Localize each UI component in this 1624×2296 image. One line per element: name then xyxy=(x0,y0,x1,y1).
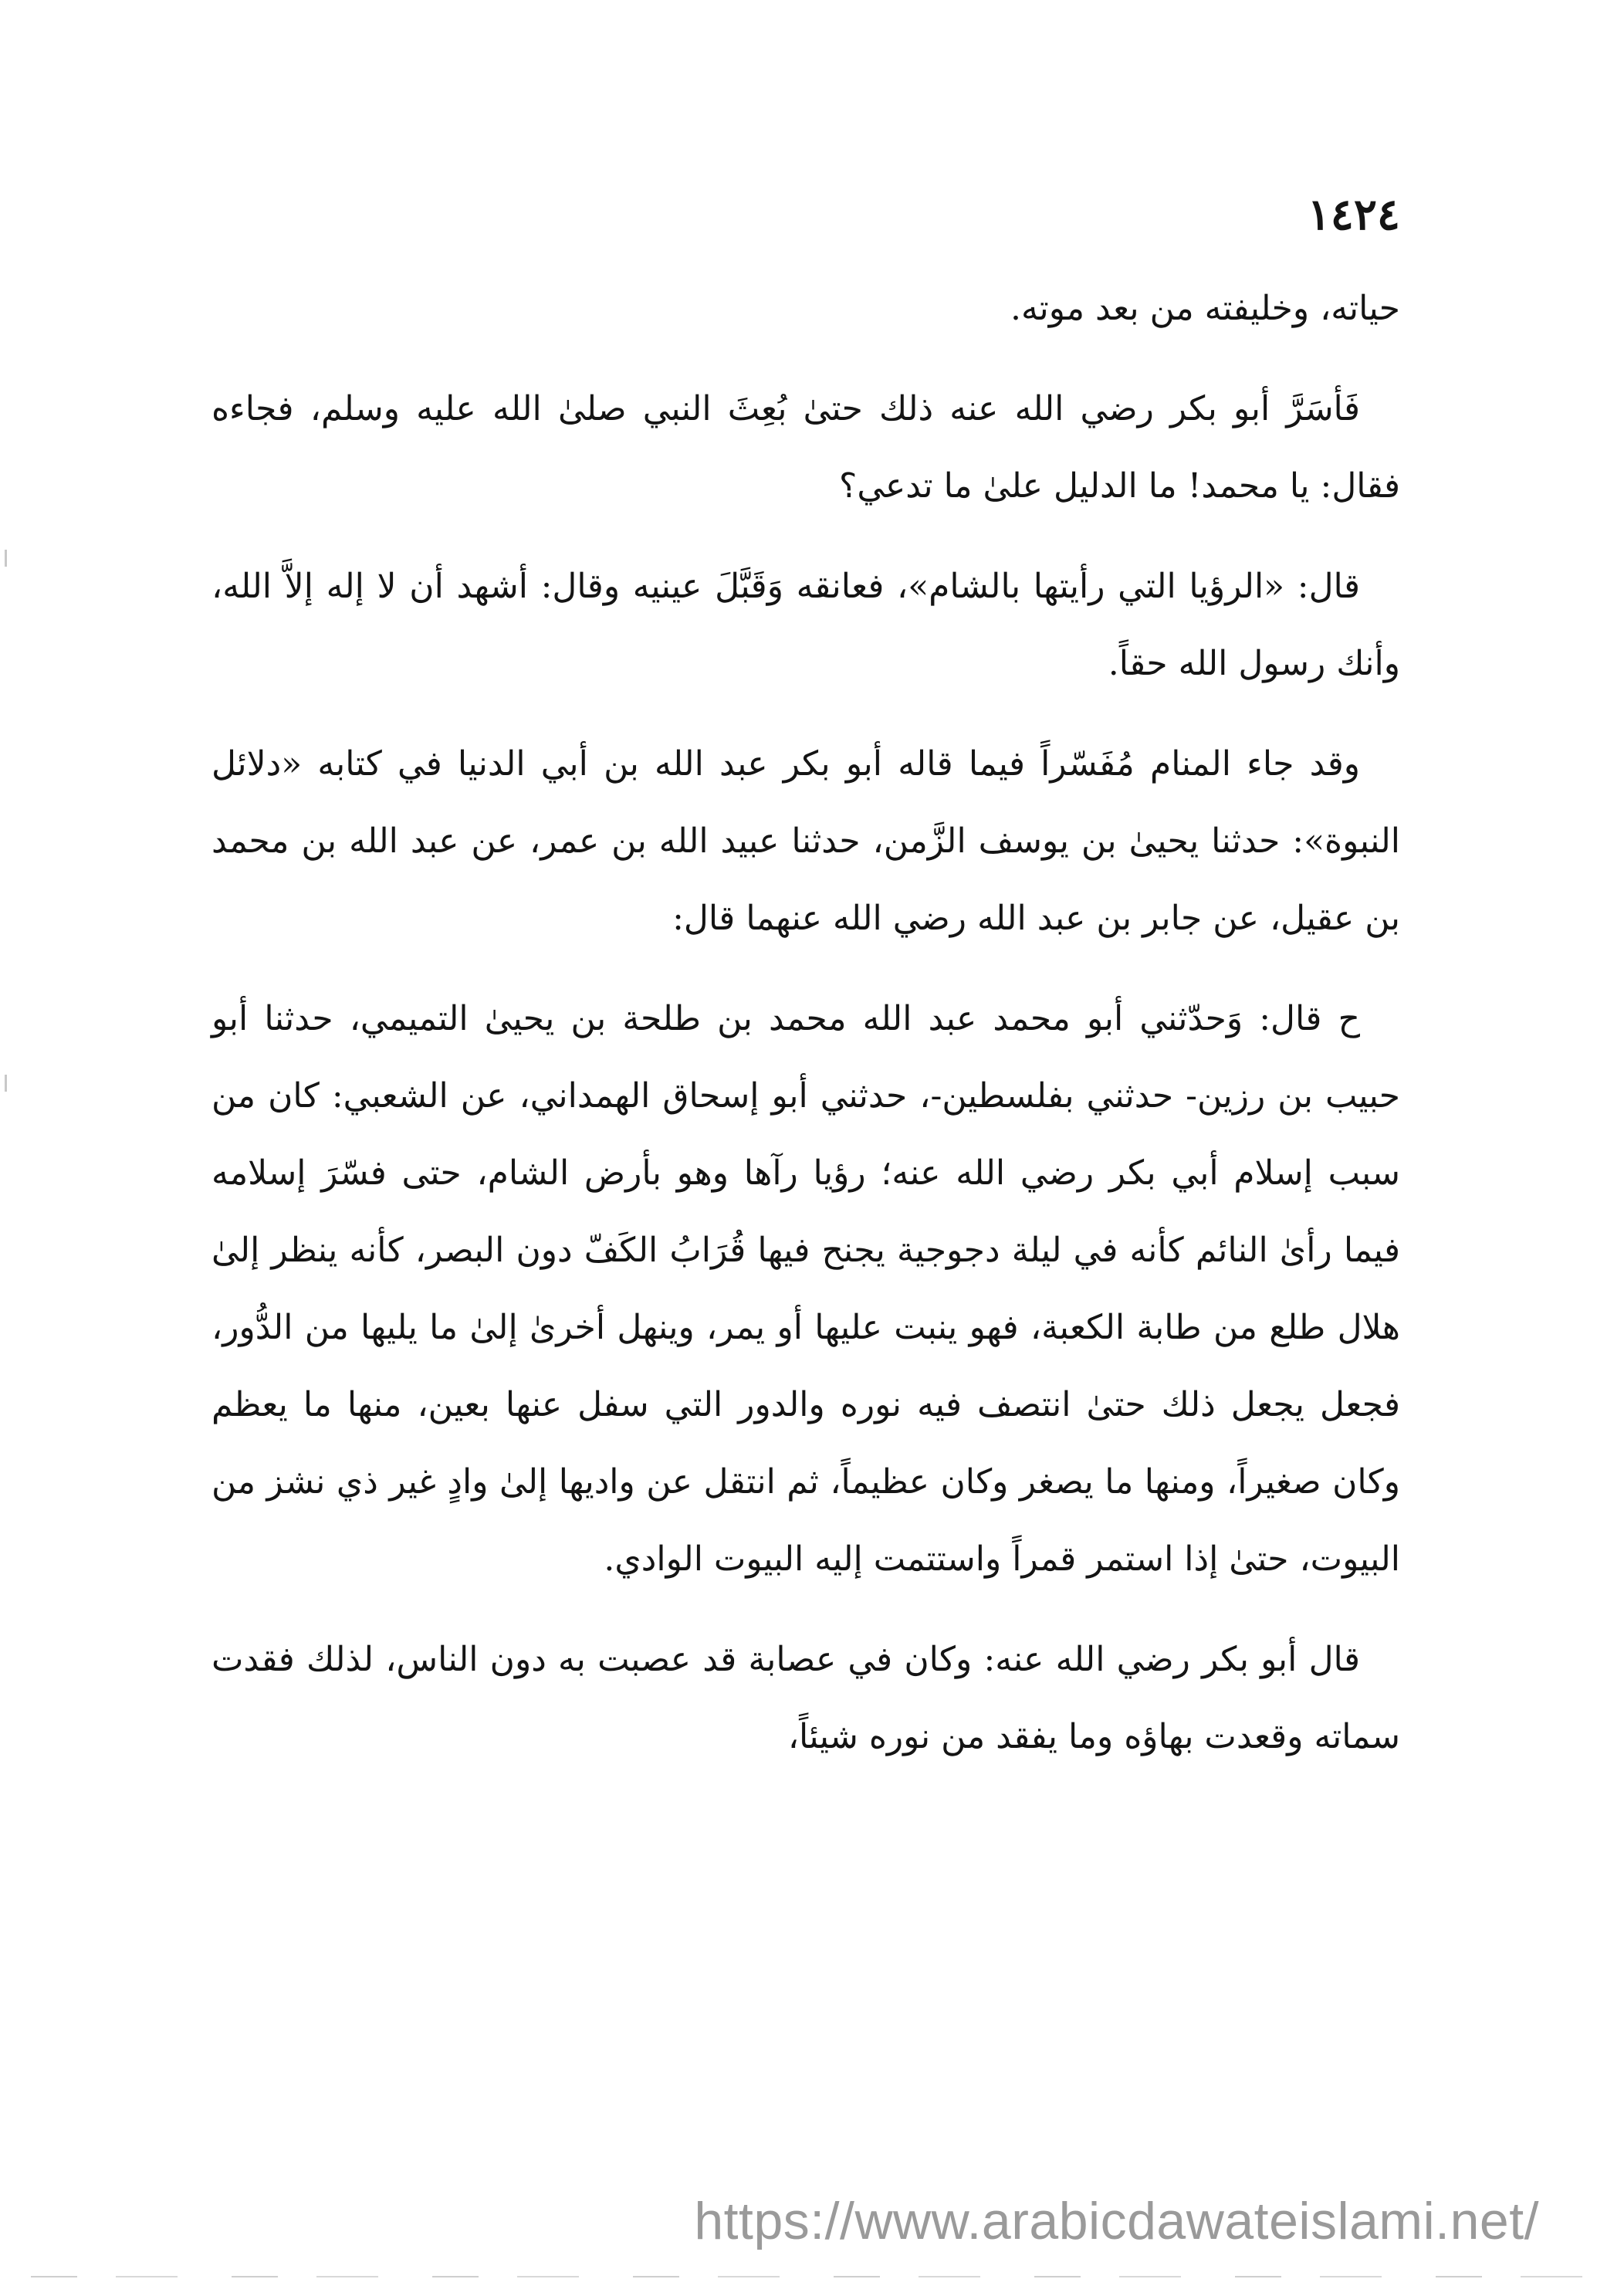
paragraph: حياته، وخليفته من بعد موته. xyxy=(1010,289,1400,328)
paragraph: وقد جاء المنام مُفَسّراً فيما قاله أبو بكر عبد الله بن أبي الدنيا في كتابه «دلائل النبوة»: حدثنا يحيىٰ بن يوسف الزَّمن، حدثنا عبيد الله بن عمر، عن عبد الله بن محمد بن عقيل، عن جابر بن عبد الله رضي الله عنهما قال: xyxy=(211,744,1400,938)
paragraph: قال: «الرؤيا التي رأيتها بالشام»، فعانقه وَقَبَّلَ عينيه وقال: أشهد أن لا إله إلاَّ الله، وأنك رسول الله حقاً. xyxy=(211,567,1400,683)
left-margin-mark xyxy=(5,550,7,567)
body-text xyxy=(211,270,1400,1799)
paragraph: قال أبو بكر رضي الله عنه: وكان في عصابة قد عصبت به دون الناس، لذلك فقدت سماته وقعدت بهاؤه وما يفقد من نوره شيئاً، xyxy=(211,1640,1400,1756)
paragraph: فَأسَرَّ أبو بكر رضي الله عنه ذلك حتىٰ بُعِثَ النبي صلىٰ الله عليه وسلم، فجاءه فقال: يا محمد! ما الدليل علىٰ ما تدعي؟ xyxy=(211,389,1400,506)
watermark-url: https://www.arabicdawateislami.net/ xyxy=(694,2192,1539,2250)
page-number: ١٤٢٤ xyxy=(1307,189,1400,240)
left-margin-mark xyxy=(5,1075,7,1092)
scan-artifact-line xyxy=(31,2276,1593,2277)
paragraph: ح قال: وَحدّثني أبو محمد عبد الله محمد بن طلحة بن يحيىٰ التميمي، حدثنا أبو حبيب بن رزين- حدثني بفلسطين-، حدثني أبو إسحاق الهمداني، عن الشعبي: كان من سبب إسلام أبي بكر رضي الله عنه؛ رؤيا رآها وهو بأرض الشام، حتى فسّرَ إسلامه فيما رأىٰ النائم كأنه في ليلة دجوجية يجنح فيها قُرَابُ الكَفّ دون البصر، كأنه ينظر إلىٰ هلال طلع من طابة الكعبة، فهو ينبت عليها أو يمر، وينهل أخرىٰ إلىٰ ما يليها من الدُّور، فجعل يجعل ذلك حتىٰ انتصف فيه نوره والدور التي سفل عنها بعين، منها ما يعظم وكان صغيراً، ومنها ما يصغر وكان عظيماً، ثم انتقل عن واديها إلىٰ وادٍ غير ذي نشز من البيوت، حتىٰ إذا استمر قمراً واستتمت إليه البيوت الوادي. xyxy=(211,999,1400,1579)
